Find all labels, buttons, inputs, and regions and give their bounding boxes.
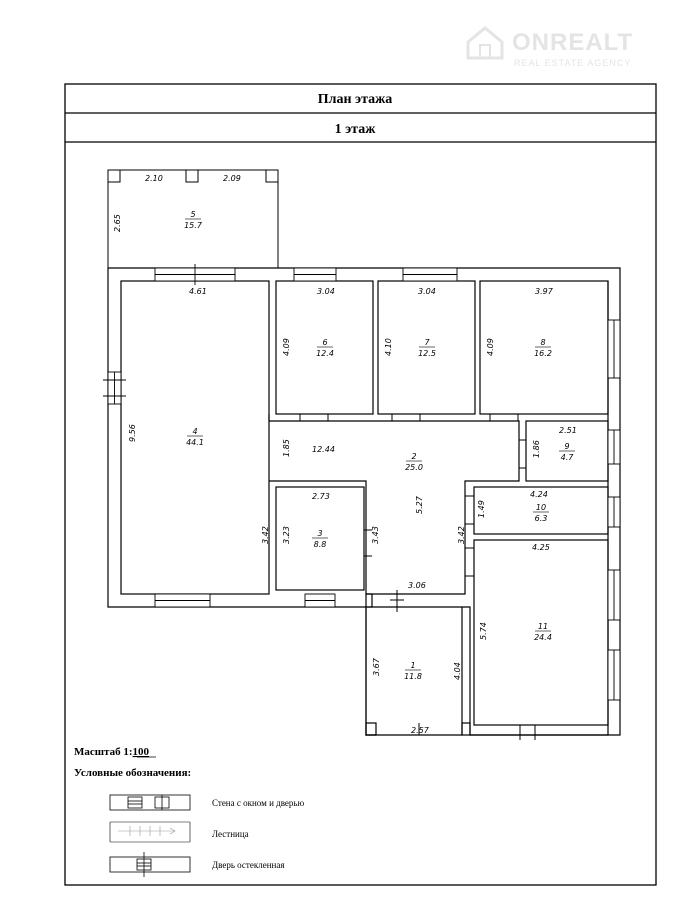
svg-text:7: 7 — [424, 338, 430, 347]
watermark — [468, 28, 633, 68]
room-label-6 — [316, 338, 334, 358]
dim-r1-right: 4.04 — [453, 662, 462, 680]
dim-r7-height: 4.10 — [384, 338, 393, 356]
svg-text:6: 6 — [322, 338, 328, 347]
svg-text:16.2: 16.2 — [534, 349, 552, 358]
svg-text:4: 4 — [192, 427, 198, 436]
dim-hall-left: 3.42 — [261, 526, 270, 544]
room-label-4 — [186, 427, 204, 447]
room-label-7 — [418, 338, 436, 358]
dim-r8-width: 3.97 — [535, 287, 553, 296]
dim-r1-left: 3.67 — [372, 658, 381, 676]
svg-text:4.7: 4.7 — [560, 453, 574, 462]
svg-text:44.1: 44.1 — [186, 438, 204, 447]
house-logo-icon — [468, 28, 502, 58]
svg-text:11.8: 11.8 — [404, 672, 422, 681]
room-label-8 — [534, 338, 552, 358]
svg-text:10: 10 — [535, 503, 547, 512]
scale-value: 100 — [132, 746, 150, 758]
dim-terrace-b: 2.09 — [223, 174, 241, 183]
room-8 — [480, 281, 608, 414]
dim-r3-left: 3.23 — [282, 526, 291, 544]
window-icon — [608, 320, 620, 378]
plan-title: План этажа — [317, 92, 393, 107]
legend-glazed-door-symbol — [110, 852, 190, 877]
dim-r1-top: 3.06 — [408, 581, 426, 590]
dimension-labels — [113, 174, 577, 735]
svg-text:15.7: 15.7 — [184, 221, 202, 230]
room-label-10 — [533, 503, 549, 523]
room-label-1 — [404, 661, 422, 681]
svg-text:2: 2 — [411, 452, 417, 461]
svg-text:Масштаб 1:100 — [74, 746, 150, 758]
dim-terrace-depth: 2.65 — [113, 214, 122, 232]
dim-r6-height: 4.09 — [282, 338, 291, 356]
dim-r4-height: 9.56 — [128, 424, 137, 442]
window-icon — [294, 268, 336, 281]
svg-text:24.4: 24.4 — [534, 633, 552, 642]
svg-text:5: 5 — [190, 210, 196, 219]
dim-hall-right: 3.42 — [457, 526, 466, 544]
legend-stairs-symbol — [110, 822, 190, 842]
dim-r10-height: 1.49 — [477, 500, 486, 518]
legend-label-stairs: Лестница — [212, 829, 249, 839]
glazed-door-icon — [103, 372, 126, 404]
dim-r3-width: 2.73 — [312, 492, 330, 501]
window-icon — [155, 594, 210, 607]
room-label-2 — [405, 452, 423, 472]
dim-hall-depth: 1.85 — [282, 439, 291, 457]
svg-text:9: 9 — [564, 442, 570, 451]
svg-text:25.0: 25.0 — [405, 463, 423, 472]
dim-r1-bottom: 2.57 — [411, 726, 429, 735]
dim-r11-height: 5.74 — [479, 622, 488, 640]
svg-text:3: 3 — [317, 529, 323, 538]
watermark-tagline: REAL ESTATE AGENCY — [514, 58, 632, 68]
window-icon — [608, 650, 620, 700]
legend-wall-symbol — [110, 795, 190, 810]
svg-text:8.8: 8.8 — [313, 540, 327, 549]
dim-r6-width: 3.04 — [317, 287, 335, 296]
dim-r9-height: 1.86 — [532, 440, 541, 458]
window-icon — [305, 594, 335, 607]
dim-r8-height: 4.09 — [486, 338, 495, 356]
room-label-5 — [184, 210, 203, 230]
window-icon — [608, 497, 620, 527]
window-icon — [608, 570, 620, 620]
dim-r7-width: 3.04 — [418, 287, 436, 296]
scale-label: Масштаб 1: — [74, 746, 133, 758]
sheet-border — [65, 84, 656, 885]
dim-r10-width: 4.24 — [530, 490, 548, 499]
svg-text:6.3: 6.3 — [534, 514, 548, 523]
svg-text:12.5: 12.5 — [418, 349, 436, 358]
window-icon — [155, 264, 235, 285]
scale-note — [74, 746, 150, 758]
window-icon — [403, 268, 457, 281]
dim-r4-width: 4.61 — [189, 287, 207, 296]
legend-title: Условные обозначения: — [74, 767, 192, 779]
room-label-3 — [312, 529, 328, 549]
legend-label-wall: Стена с окном и дверью — [212, 798, 305, 808]
room-label-9 — [559, 442, 575, 462]
dim-terrace-a: 2.10 — [145, 174, 163, 183]
dim-hall-length: 12.44 — [312, 445, 335, 454]
window-icon — [608, 430, 620, 464]
floor-label: 1 этаж — [334, 122, 376, 137]
room-label-11 — [534, 622, 552, 642]
svg-text:8: 8 — [540, 338, 546, 347]
svg-text:11: 11 — [537, 622, 549, 631]
legend-labels — [212, 798, 305, 870]
legend-label-glazed-door: Дверь остекленная — [212, 860, 285, 870]
dim-hall-mid: 5.27 — [415, 496, 424, 514]
dim-r9-width: 2.51 — [559, 426, 577, 435]
dim-r3-right: 3.43 — [371, 526, 380, 544]
svg-text:1: 1 — [410, 661, 416, 670]
dim-r11-width: 4.25 — [532, 543, 550, 552]
watermark-brand: ONREALT — [512, 29, 634, 56]
svg-text:12.4: 12.4 — [316, 349, 334, 358]
